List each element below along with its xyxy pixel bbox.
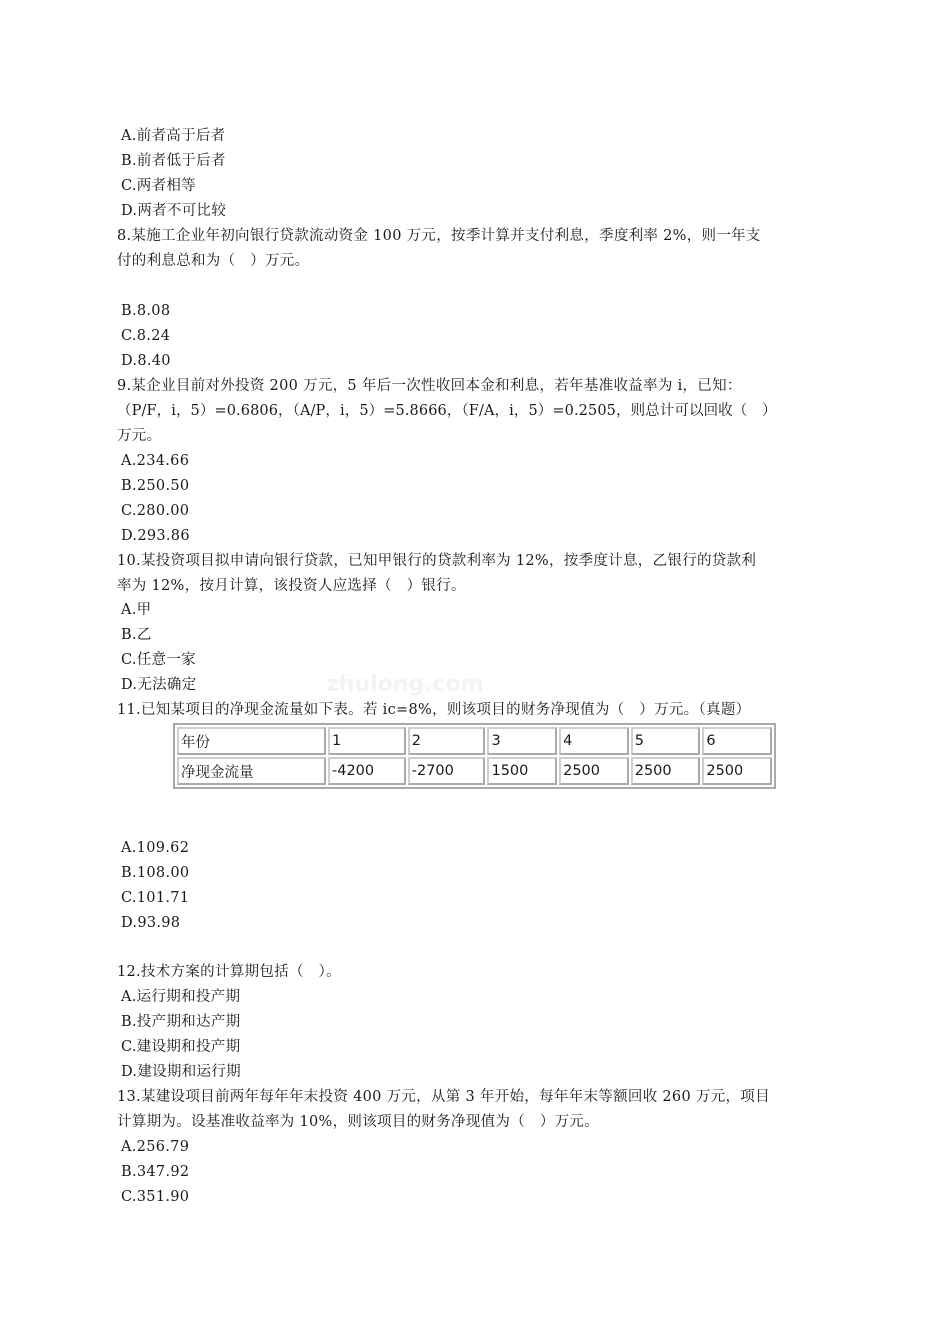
table-cell: 年份 bbox=[177, 727, 326, 755]
q9-option-d: D.293.86 bbox=[121, 528, 190, 544]
table-cell: 5 bbox=[631, 727, 701, 755]
q7-option-a: A.前者高于后者 bbox=[121, 128, 226, 144]
q10-option-d: D.无法确定 bbox=[121, 677, 197, 693]
q7-option-d: D.两者不可比较 bbox=[121, 203, 227, 219]
q13-stem-line-2: 计算期为。设基准收益率为 10%，则该项目的财务净现值为（ ）万元。 bbox=[117, 1114, 600, 1130]
q8-stem-line-2: 付的利息总和为（ ）万元。 bbox=[117, 253, 310, 269]
table-cell: -2700 bbox=[408, 757, 486, 785]
q9-stem-line-1: 9.某企业目前对外投资 200 万元，5 年后一次性收回本金和利息，若年基准收益率为 i，已知： bbox=[117, 378, 742, 394]
q12-option-c: C.建设期和投产期 bbox=[121, 1039, 241, 1055]
q8-stem-line-1: 8.某施工企业年初向银行贷款流动资金 100 万元，按季计算并支付利息，季度利率 2%，则一年支 bbox=[117, 228, 761, 244]
q8-option-d: D.8.40 bbox=[121, 353, 171, 369]
q13-option-c: C.351.90 bbox=[121, 1189, 190, 1205]
q10-stem-line-2: 率为 12%，按月计算，该投资人应选择（ ）银行。 bbox=[117, 578, 466, 594]
q9-option-a: A.234.66 bbox=[121, 453, 190, 469]
watermark-text: zhulong.com bbox=[326, 672, 484, 697]
q13-stem-line-1: 13.某建设项目前两年每年年末投资 400 万元，从第 3 年开始，每年年末等额回收 260 万元，项目 bbox=[117, 1089, 770, 1105]
q9-option-c: C.280.00 bbox=[121, 503, 190, 519]
q10-stem-line-1: 10.某投资项目拟申请向银行贷款，已知甲银行的贷款利率为 12%，按季度计息，乙银行的贷款利 bbox=[117, 553, 757, 569]
table-cell: 2500 bbox=[702, 757, 772, 785]
q12-option-d: D.建设期和运行期 bbox=[121, 1064, 241, 1080]
q10-option-c: C.任意一家 bbox=[121, 652, 196, 668]
table-cell: 4 bbox=[559, 727, 629, 755]
table-cell: 1500 bbox=[487, 757, 557, 785]
q9-stem-line-3: 万元。 bbox=[117, 428, 162, 444]
q11-option-a: A.109.62 bbox=[121, 840, 190, 856]
q10-option-a: A.甲 bbox=[121, 602, 152, 618]
q7-option-c: C.两者相等 bbox=[121, 178, 196, 194]
table-row bbox=[177, 757, 772, 785]
q11-option-d: D.93.98 bbox=[121, 915, 181, 931]
table-cell: 2500 bbox=[559, 757, 629, 785]
q7-option-b: B.前者低于后者 bbox=[121, 153, 226, 169]
q10-option-b: B.乙 bbox=[121, 627, 152, 643]
table-cell: 3 bbox=[487, 727, 557, 755]
q9-stem-line-2: （P/F，i，5）=0.6806，（A/P，i，5）=5.8666，（F/A，i，5）=0.2505，则总计可以回收（ ） bbox=[117, 403, 777, 419]
q8-option-b: B.8.08 bbox=[121, 303, 171, 319]
table-cell: 2500 bbox=[631, 757, 701, 785]
q12-option-a: A.运行期和投产期 bbox=[121, 989, 241, 1005]
cash-flow-table bbox=[173, 723, 776, 789]
q11-option-c: C.101.71 bbox=[121, 890, 190, 906]
q11-option-b: B.108.00 bbox=[121, 865, 190, 881]
q13-option-a: A.256.79 bbox=[121, 1139, 190, 1155]
q8-option-c: C.8.24 bbox=[121, 328, 171, 344]
q11-stem-line-1: 11.已知某项目的净现金流量如下表。若 ic=8%，则该项目的财务净现值为（ ）万元。（真题） bbox=[117, 702, 751, 718]
table-cell: 6 bbox=[702, 727, 772, 755]
table-cell: 2 bbox=[408, 727, 486, 755]
table-row bbox=[177, 727, 772, 755]
table-cell: -4200 bbox=[328, 757, 406, 785]
table-cell: 1 bbox=[328, 727, 406, 755]
q12-stem-line-1: 12.技术方案的计算期包括（ ）。 bbox=[117, 964, 341, 980]
q13-option-b: B.347.92 bbox=[121, 1164, 190, 1180]
table-cell: 净现金流量 bbox=[177, 757, 326, 785]
q9-option-b: B.250.50 bbox=[121, 478, 190, 494]
q12-option-b: B.投产期和达产期 bbox=[121, 1014, 241, 1030]
